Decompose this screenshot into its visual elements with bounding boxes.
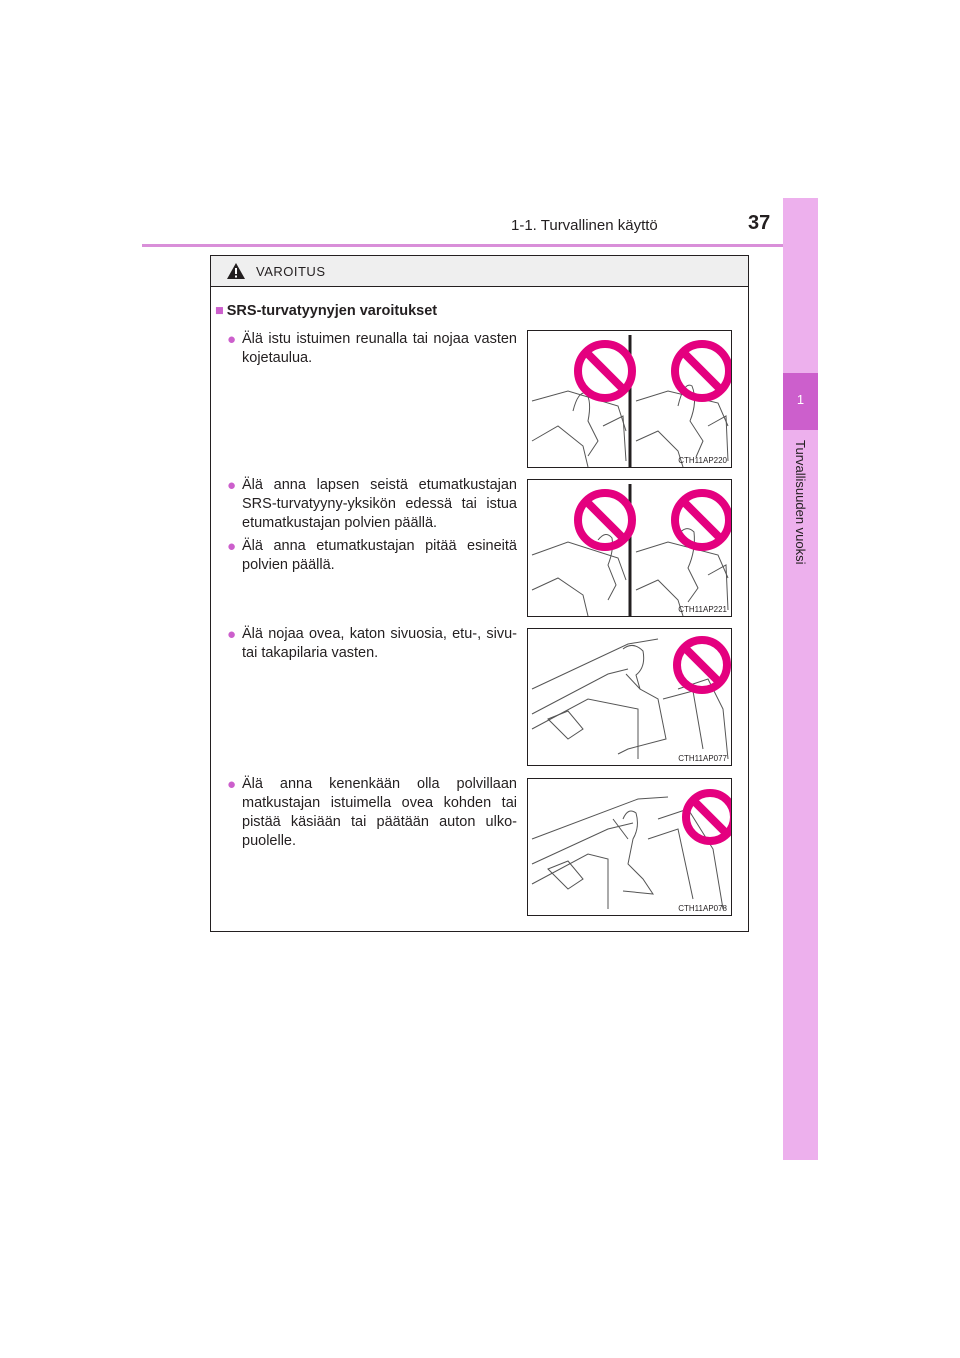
bullet-icon: ● xyxy=(227,776,237,793)
illustration-code: CTH11AP221 xyxy=(678,605,727,614)
illustration-drawing xyxy=(528,779,731,915)
page-number: 37 xyxy=(748,212,771,234)
prohibition-icon xyxy=(675,344,729,398)
square-bullet-icon: ■ xyxy=(215,303,224,319)
illustration-drawing xyxy=(528,331,731,467)
bullet-icon: ● xyxy=(227,477,237,494)
illustration-sitting-edge xyxy=(527,330,732,468)
section-title: 1-1. Turvallinen käyttö xyxy=(511,217,658,234)
prohibition-icon xyxy=(675,493,729,547)
illustration-child-front xyxy=(527,479,732,617)
illustration-leaning-door xyxy=(527,628,732,766)
bullet-icon: ● xyxy=(227,331,237,348)
warning-item xyxy=(227,775,517,851)
warning-item-text: Älä anna kenenkään olla polvillaan matkustajan istuimella ovea kohden tai pistää käsiään tai päätään auton ulko-puolelle. xyxy=(242,776,517,849)
prohibition-icon xyxy=(677,640,727,690)
prohibition-icon xyxy=(578,493,632,547)
illustration-kneeling-seat xyxy=(527,778,732,916)
chapter-number-box xyxy=(783,373,818,430)
chapter-title-vertical xyxy=(783,440,818,640)
illustration-code: CTH11AP078 xyxy=(678,904,727,913)
warning-item-text: Älä nojaa ovea, katon sivuosia, etu-, sivu- tai takapilaria vasten. xyxy=(242,626,517,661)
illustration-code: CTH11AP220 xyxy=(678,456,727,465)
chapter-title: Turvallisuuden vuoksi xyxy=(793,440,808,565)
illustration-code: CTH11AP077 xyxy=(678,754,727,763)
warning-subheading-text: SRS-turvatyynyjen varoitukset xyxy=(226,303,438,319)
warning-item-text: Älä anna etumatkustajan pitää esineitä polvien päällä. xyxy=(242,538,517,573)
warning-item-text: Älä istu istuimen reunalla tai nojaa vasten kojetaulua. xyxy=(242,331,517,366)
warning-label: VAROITUS xyxy=(256,264,326,279)
chapter-number: 1 xyxy=(796,392,805,407)
illustration-drawing xyxy=(528,480,731,616)
header-rule xyxy=(142,244,818,247)
warning-triangle-icon xyxy=(226,262,246,280)
warning-item xyxy=(227,330,517,368)
bullet-icon: ● xyxy=(227,538,237,555)
warning-box xyxy=(210,255,749,932)
warning-item xyxy=(227,537,517,575)
prohibition-icon xyxy=(578,344,632,398)
warning-subheading xyxy=(215,303,437,319)
warning-item xyxy=(227,476,517,533)
illustration-drawing xyxy=(528,629,731,765)
warning-item-text: Älä anna lapsen seistä etumatkustajan SRS-turvatyyny-yksikön edessä tai istua etumatkustajan polvien päällä. xyxy=(242,477,517,531)
warning-header xyxy=(211,256,748,287)
warning-item xyxy=(227,625,517,663)
bullet-icon: ● xyxy=(227,626,237,643)
chapter-side-tab xyxy=(783,198,818,1160)
